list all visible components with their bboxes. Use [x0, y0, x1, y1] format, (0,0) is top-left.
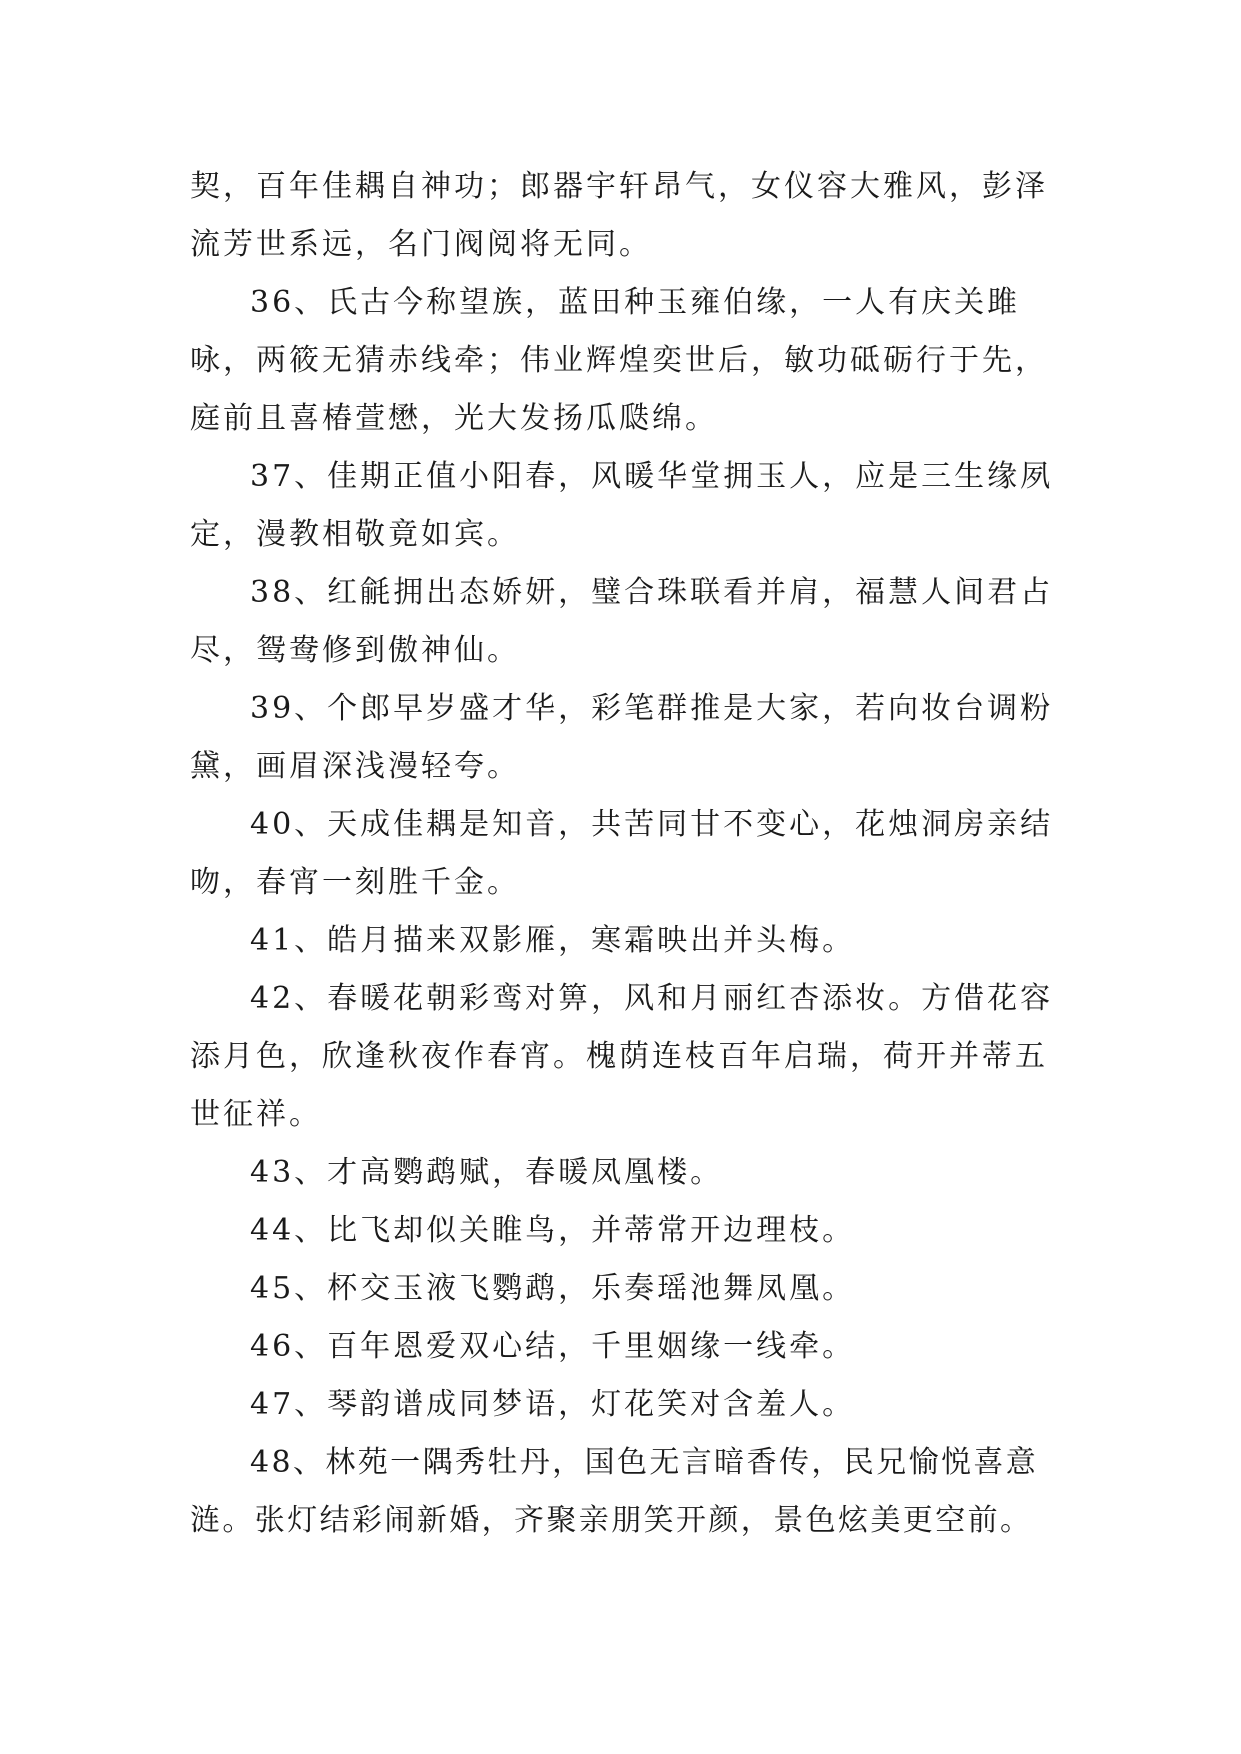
- paragraph-46: 46、百年恩爱双心结，千里姻缘一线牵。: [250, 1329, 856, 1364]
- paragraph-43: 43、才高鹦鹉赋，春暖凤凰楼。: [250, 1155, 724, 1190]
- paragraph-42: 42、春暖花朝彩鸾对箅，风和月丽红杏添妆。方借花容添月色，欣逢秋夜作春宵。槐荫连枝百年启瑞，荷开并蒂五世征祥。: [190, 981, 1054, 1132]
- document-body: [190, 158, 1060, 1550]
- paragraph-45: 45、杯交玉液飞鹦鹉，乐奏瑶池舞凤凰。: [250, 1271, 856, 1306]
- paragraph-37: 37、佳期正值小阳春，风暖华堂拥玉人，应是三生缘夙定，漫教相敬竟如宾。: [190, 459, 1054, 552]
- paragraph-47: 47、琴韵谱成同梦语，灯花笑对含羞人。: [250, 1387, 856, 1422]
- paragraph-36: 36、氏古今称望族，蓝田种玉雍伯缘，一人有庆关雎咏，两筱无猜赤线牵；伟业辉煌奕世后，敏功砥砺行于先，庭前且喜椿萱懋，光大发扬瓜瓞绵。: [190, 285, 1048, 436]
- paragraph-38: 38、红毹拥出态娇妍，璧合珠联看并肩，福慧人间君占尽，鸳鸯修到傲神仙。: [190, 575, 1054, 668]
- paragraph-48: 48、林苑一隅秀牡丹，国色无言暗香传，民兄愉悦喜意涟。张灯结彩闹新婚，齐聚亲朋笑开颜，景色炫美更空前。: [190, 1445, 1039, 1538]
- paragraph-continued: 契，百年佳耦自神功；郎器宇轩昂气，女仪容大雅风，彭泽流芳世系远，名门阀阅将无同。: [190, 169, 1048, 262]
- paragraph-41: 41、皓月描来双影雁，寒霜映出并头梅。: [250, 923, 856, 958]
- paragraph-39: 39、个郎早岁盛才华，彩笔群推是大家，若向妆台调粉黛，画眉深浅漫轻夸。: [190, 691, 1054, 784]
- paragraph-44: 44、比飞却似关睢鸟，并蒂常开边理枝。: [250, 1213, 856, 1248]
- paragraph-40: 40、天成佳耦是知音，共苦同甘不变心，花烛洞房亲结吻，春宵一刻胜千金。: [190, 807, 1054, 900]
